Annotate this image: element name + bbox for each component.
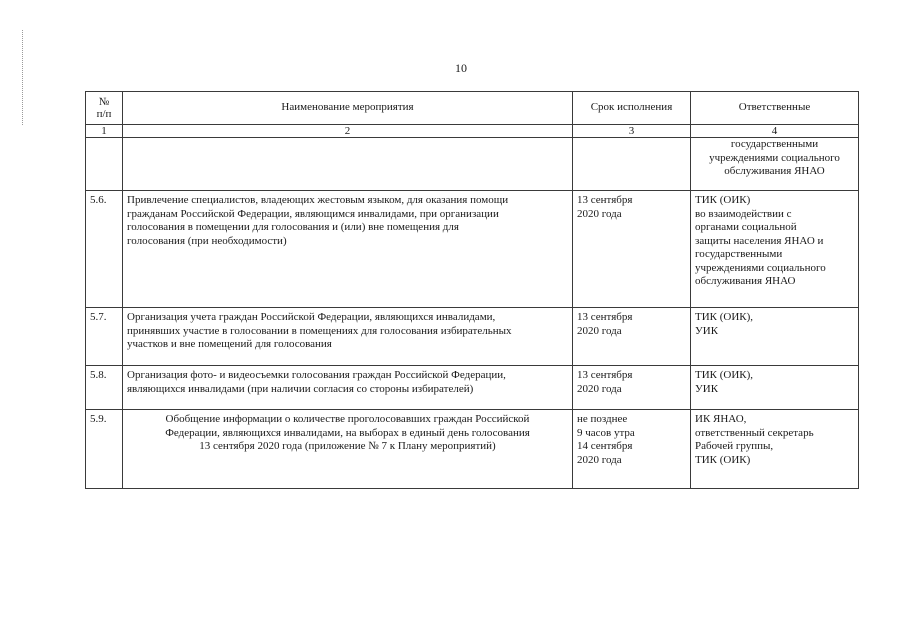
cell-line: органами социальной: [695, 221, 797, 233]
cell-line: Организация учета граждан Российской Федерации, являющихся инвалидами,: [127, 311, 496, 323]
cell-line: участков и вне помещений для голосования: [127, 338, 332, 350]
cell-line: 9 часов утра: [577, 426, 635, 439]
cell-line: 13 сентября: [577, 194, 633, 206]
table-header-row: [86, 92, 859, 125]
cell-line: ТИК (ОИК),: [695, 369, 754, 381]
row-name: [123, 410, 573, 489]
column-number: 1: [86, 125, 123, 138]
page-number: 10: [455, 61, 467, 75]
cell-line: государственными: [695, 248, 783, 260]
row-responsible: [691, 138, 859, 191]
cell-line: 14 сентября: [577, 440, 633, 452]
header-deadline: Срок исполнения: [573, 92, 691, 125]
cell-line: УИК: [695, 382, 719, 395]
row-name: [123, 191, 573, 308]
row-number: 5.9.: [86, 410, 123, 489]
events-plan-table: [85, 91, 859, 489]
header-number-line: п/п: [96, 108, 112, 120]
table-row: [86, 410, 859, 489]
cell-line: ИК ЯНАО,: [695, 413, 747, 425]
cell-line: 2020 года: [577, 324, 622, 337]
cell-line: гражданам Российской Федерации, являющимся инвалидами, при организации: [127, 207, 499, 220]
row-deadline: [573, 138, 691, 191]
row-responsible: [691, 191, 859, 308]
cell-line: 13 сентября: [577, 369, 633, 381]
cell-line: Обобщение информации о количестве проголосовавших граждан Российской: [165, 413, 530, 425]
cell-line: государственными: [730, 138, 819, 150]
table-row: [86, 138, 859, 191]
column-number: 4: [691, 125, 859, 138]
row-deadline: [573, 410, 691, 489]
row-name: [123, 366, 573, 410]
row-number: [86, 138, 123, 191]
cell-line: Федерации, являющихся инвалидами, на выборах в единый день голосования: [165, 426, 530, 439]
cell-line: защиты населения ЯНАО и: [695, 234, 824, 247]
header-number-line: №: [98, 96, 110, 108]
cell-line: УИК: [695, 324, 719, 337]
table-row: [86, 191, 859, 308]
cell-line: 2020 года: [577, 382, 622, 395]
cell-line: Привлечение специалистов, владеющих жестовым языком, для оказания помощи: [127, 194, 509, 206]
cell-line: обслуживания ЯНАО: [695, 275, 796, 287]
row-responsible: [691, 366, 859, 410]
cell-line: обслуживания ЯНАО: [724, 165, 825, 177]
header-responsible: Ответственные: [691, 92, 859, 125]
header-number: [86, 92, 123, 125]
row-deadline: [573, 366, 691, 410]
row-name: [123, 308, 573, 366]
margin-scan-mark: [22, 30, 23, 125]
table-row: [86, 366, 859, 410]
row-deadline: [573, 308, 691, 366]
row-number: 5.8.: [86, 366, 123, 410]
cell-line: во взаимодействии с: [695, 207, 792, 220]
cell-line: учреждениями социального: [709, 151, 840, 164]
cell-line: 2020 года: [577, 453, 622, 466]
cell-line: Рабочей группы,: [695, 440, 774, 452]
column-number-row: [86, 125, 859, 138]
cell-line: принявших участие в голосовании в помещениях для голосования избирательных: [127, 324, 512, 337]
cell-line: голосования (при необходимости): [127, 234, 287, 247]
cell-line: Организация фото- и видеосъемки голосования граждан Российской Федерации,: [127, 369, 506, 381]
row-number: 5.6.: [86, 191, 123, 308]
table-row: [86, 308, 859, 366]
cell-line: ТИК (ОИК): [695, 453, 751, 466]
cell-line: голосования в помещении для голосования и (или) вне помещения для: [127, 221, 459, 233]
cell-line: являющихся инвалидами (при наличии согласия со стороны избирателей): [127, 382, 474, 395]
column-number: 3: [573, 125, 691, 138]
cell-line: 2020 года: [577, 207, 622, 220]
cell-line: ТИК (ОИК): [695, 194, 751, 206]
row-responsible: [691, 308, 859, 366]
cell-line: 13 сентября 2020 года (приложение № 7 к Плану мероприятий): [199, 440, 496, 452]
cell-line: 13 сентября: [577, 311, 633, 323]
row-deadline: [573, 191, 691, 308]
cell-line: ТИК (ОИК),: [695, 311, 754, 323]
cell-line: учреждениями социального: [695, 261, 826, 274]
row-name: [123, 138, 573, 191]
cell-line: не позднее: [577, 413, 628, 425]
cell-line: ответственный секретарь: [695, 426, 814, 439]
header-name: Наименование мероприятия: [123, 92, 573, 125]
column-number: 2: [123, 125, 573, 138]
row-number: 5.7.: [86, 308, 123, 366]
row-responsible: [691, 410, 859, 489]
